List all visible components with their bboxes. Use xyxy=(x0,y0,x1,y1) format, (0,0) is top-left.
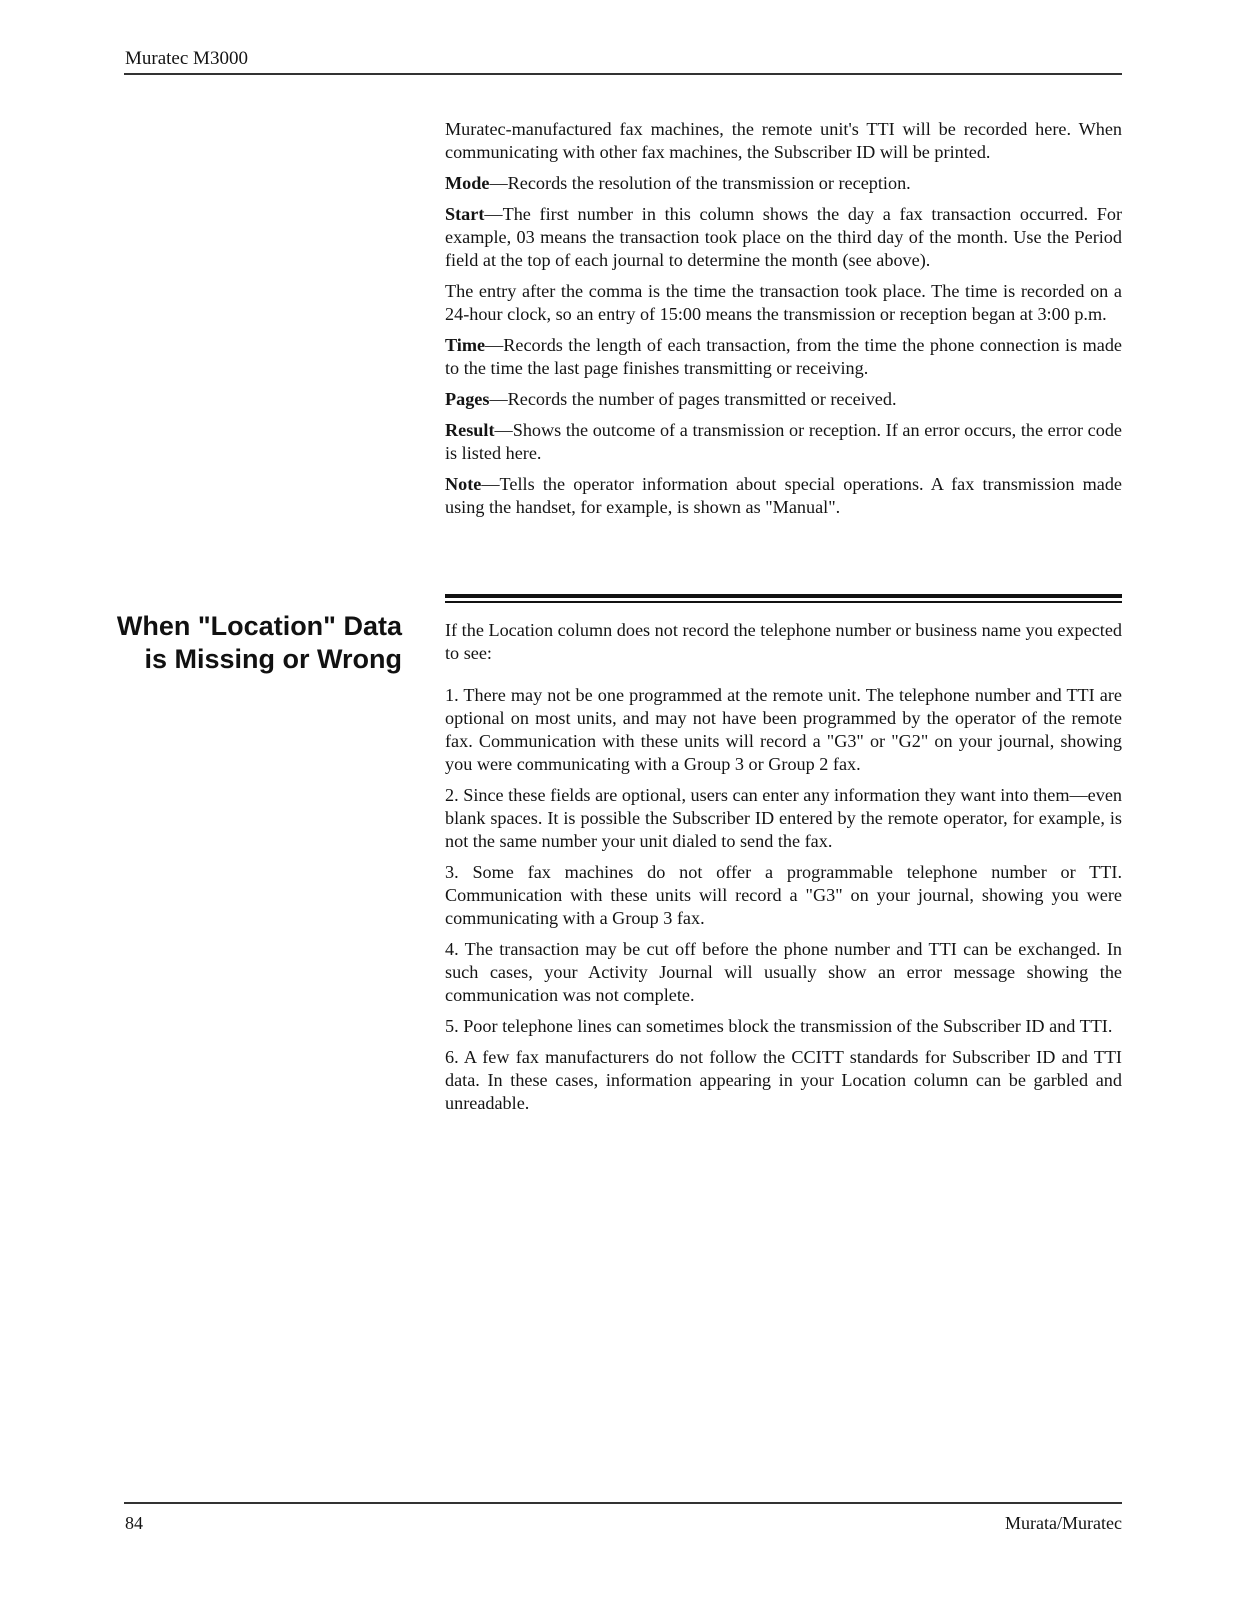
paragraph-term: Pages xyxy=(445,389,490,409)
paragraph-note xyxy=(445,473,1122,519)
paragraph-text: —Tells the operator information about special operations. A fax transmission made using the handset, for example, is shown as "Manual". xyxy=(445,474,1122,517)
paragraph-pages xyxy=(445,388,1122,411)
list-item: 2. Since these fields are optional, users can enter any information they want into them—even blank spaces. It is possible the Subscriber ID entered by the remote operator, for example, is not the same number your unit dialed to send the fax. xyxy=(445,785,1122,851)
header-rule xyxy=(124,73,1122,75)
paragraph-text: Muratec-manufactured fax machines, the remote unit's TTI will be recorded here. When communicating with other fax machines, the Subscriber ID will be printed. xyxy=(445,119,1122,162)
list-item: 6. A few fax manufacturers do not follow the CCITT standards for Subscriber ID and TTI data. In these cases, information appearing in your Location column can be garbled and unreadable. xyxy=(445,1047,1122,1113)
list-item: 1. There may not be one programmed at the remote unit. The telephone number and TTI are optional on most units, and may not have been programmed by the operator of the remote fax. Communication with these units will record a "G3" or "G2" on your journal, showing you were communicating with a Group 3 or Group 2 fax. xyxy=(445,685,1122,774)
paragraph-text: —Records the number of pages transmitted or received. xyxy=(489,389,897,409)
section-rule-thick xyxy=(445,594,1122,598)
paragraph-text: —Records the length of each transaction, from the time the phone connection is made to the time the last page finishes transmitting or receiving. xyxy=(445,335,1122,378)
list-item: 5. Poor telephone lines can sometimes block the transmission of the Subscriber ID and TTI. xyxy=(445,1016,1113,1036)
list-item: 4. The transaction may be cut off before the phone number and TTI can be exchanged. In such cases, your Activity Journal will usually show an error message showing the communication was not complete. xyxy=(445,939,1122,1005)
paragraph-text: —Shows the outcome of a transmission or reception. If an error occurs, the error code is listed here. xyxy=(445,420,1122,463)
paragraph-start-time xyxy=(445,280,1122,326)
section-heading-line-1: When "Location" Data xyxy=(116,611,402,641)
paragraph-term: Start xyxy=(445,204,485,224)
section-rule-thin xyxy=(445,601,1122,603)
footer-brand: Murata/Muratec xyxy=(1005,1513,1122,1533)
footer-rule xyxy=(124,1502,1122,1504)
section-heading-line-2: is Missing or Wrong xyxy=(144,644,402,674)
paragraph-term: Mode xyxy=(445,173,490,193)
paragraph-text: —The first number in this column shows the day a fax transaction occurred. For example, 03 means the transaction took place on the third day of the month. Use the Period field at the top of each journal to determine the month (see above). xyxy=(445,204,1122,270)
top-section-body xyxy=(445,118,1122,527)
section-intro: If the Location column does not record the telephone number or business name you expected to see: xyxy=(445,620,1122,663)
paragraph-time xyxy=(445,334,1122,380)
running-header: Muratec M3000 xyxy=(125,48,248,69)
list-item: 3. Some fax machines do not offer a programmable telephone number or TTI. Communication with these units will record a "G3" on your journal, showing you were communicating with a Group 3 fax. xyxy=(445,862,1122,928)
paragraph-term: Note xyxy=(445,474,482,494)
page-number: 84 xyxy=(125,1513,143,1533)
paragraph-mode xyxy=(445,172,1122,195)
paragraph-text: —Records the resolution of the transmission or reception. xyxy=(489,173,911,193)
paragraph-term: Time xyxy=(445,335,486,355)
section-heading xyxy=(95,610,402,676)
paragraph-start xyxy=(445,203,1122,272)
location-section-body xyxy=(445,619,1122,1123)
paragraph-term: Result xyxy=(445,420,495,440)
paragraph-result xyxy=(445,419,1122,465)
paragraph-tti-continuation xyxy=(445,118,1122,164)
paragraph-text: The entry after the comma is the time the transaction took place. The time is recorded on a 24-hour clock, so an entry of 15:00 means the transmission or reception began at 3:00 p.m. xyxy=(445,281,1122,324)
